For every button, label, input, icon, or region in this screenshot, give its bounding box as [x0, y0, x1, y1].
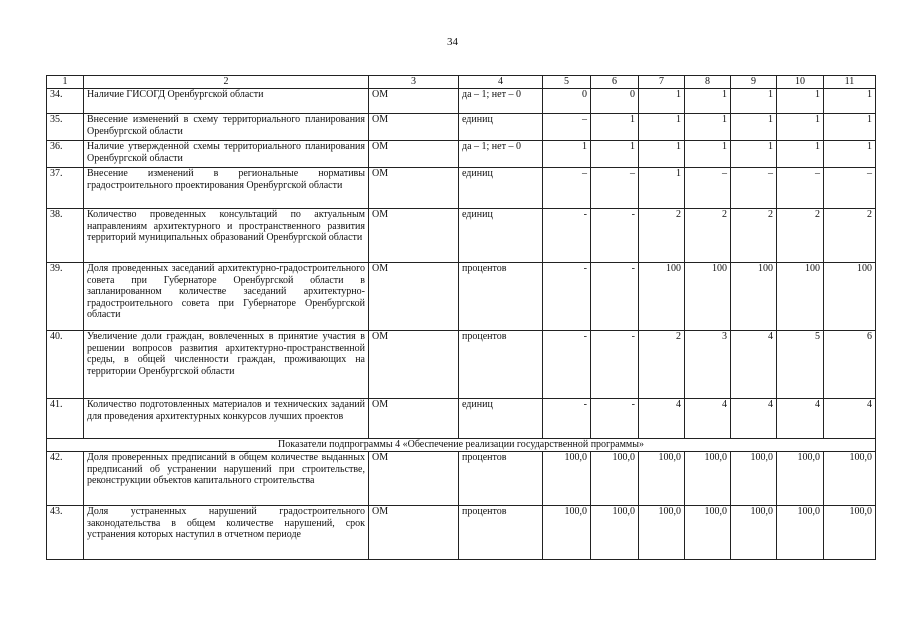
indicator-value: 4	[731, 331, 777, 399]
indicators-table	[46, 75, 876, 560]
indicator-value: 1	[777, 114, 824, 141]
unit-of-measure: единиц	[459, 114, 543, 141]
unit-of-measure: да – 1; нет – 0	[459, 89, 543, 114]
indicator-value: 4	[824, 399, 876, 439]
indicator-value: 1	[824, 114, 876, 141]
indicator-value: 2	[685, 209, 731, 263]
column-header-8: 8	[685, 76, 731, 89]
indicator-name: Доля проверенных предписаний в общем количестве выданных предписаний об устранении нарушений при строительстве, реконструкции объектов капитального строительства	[84, 452, 369, 506]
indicator-value: 1	[777, 141, 824, 168]
indicator-value: –	[591, 168, 639, 209]
indicator-value: 100	[731, 263, 777, 331]
indicator-value: –	[731, 168, 777, 209]
indicator-value: 1	[591, 141, 639, 168]
indicator-name: Внесение изменений в региональные нормативы градостроительного проектирования Оренбургской области	[84, 168, 369, 209]
indicator-name: Доля проведенных заседаний архитектурно-градостроительного совета при Губернаторе Оренбургской области в запланированном количестве заседаний архитектурно-градостроительного совета при Губернаторе Оренбургской области	[84, 263, 369, 331]
column-header-10: 10	[777, 76, 824, 89]
indicator-value: 100,0	[731, 506, 777, 560]
indicator-type: ОМ	[369, 141, 459, 168]
indicator-value: 1	[543, 141, 591, 168]
table-row	[47, 506, 876, 560]
table-row	[47, 263, 876, 331]
table-row	[47, 89, 876, 114]
indicator-value: -	[543, 263, 591, 331]
indicator-value: 100,0	[543, 506, 591, 560]
table-row	[47, 141, 876, 168]
row-number: 39.	[47, 263, 84, 331]
indicator-value: 1	[824, 89, 876, 114]
table-row	[47, 209, 876, 263]
indicator-value: 0	[591, 89, 639, 114]
indicator-value: 1	[639, 114, 685, 141]
indicator-value: 2	[824, 209, 876, 263]
indicator-value: 100,0	[685, 506, 731, 560]
indicator-type: ОМ	[369, 263, 459, 331]
indicator-type: ОМ	[369, 209, 459, 263]
indicator-value: 100,0	[591, 452, 639, 506]
indicator-type: ОМ	[369, 506, 459, 560]
indicator-value: 1	[639, 141, 685, 168]
indicator-value: 100,0	[731, 452, 777, 506]
indicator-value: 1	[777, 89, 824, 114]
indicator-value: -	[591, 209, 639, 263]
unit-of-measure: единиц	[459, 399, 543, 439]
indicator-value: –	[824, 168, 876, 209]
row-number: 40.	[47, 331, 84, 399]
indicator-value: 100,0	[591, 506, 639, 560]
indicator-value: 100,0	[543, 452, 591, 506]
indicator-name: Наличие утвержденной схемы территориального планирования Оренбургской области	[84, 141, 369, 168]
section-row	[47, 439, 876, 452]
table-row	[47, 114, 876, 141]
unit-of-measure: процентов	[459, 331, 543, 399]
indicator-value: –	[543, 168, 591, 209]
table-row	[47, 452, 876, 506]
indicator-name: Внесение изменений в схему территориального планирования Оренбургской области	[84, 114, 369, 141]
indicator-type: ОМ	[369, 399, 459, 439]
indicator-type: ОМ	[369, 89, 459, 114]
row-number: 35.	[47, 114, 84, 141]
column-header-6: 6	[591, 76, 639, 89]
column-header-11: 11	[824, 76, 876, 89]
indicator-value: 2	[639, 209, 685, 263]
unit-of-measure: процентов	[459, 263, 543, 331]
row-number: 38.	[47, 209, 84, 263]
indicator-value: 1	[639, 168, 685, 209]
row-number: 34.	[47, 89, 84, 114]
indicator-value: 1	[685, 114, 731, 141]
indicator-value: 100	[639, 263, 685, 331]
row-number: 41.	[47, 399, 84, 439]
indicator-type: ОМ	[369, 114, 459, 141]
indicator-name: Доля устраненных нарушений градостроительного законодательства в общем количестве нарушений, срок устранения которых наступил в отчетном периоде	[84, 506, 369, 560]
table-header-row	[47, 76, 876, 89]
indicator-type: ОМ	[369, 331, 459, 399]
indicator-name: Количество проведенных консультаций по актуальным направлениям архитектурного и пространственного развития территорий муниципальных образований Оренбургской области	[84, 209, 369, 263]
indicator-value: -	[591, 399, 639, 439]
column-header-2: 2	[84, 76, 369, 89]
indicator-value: 6	[824, 331, 876, 399]
unit-of-measure: да – 1; нет – 0	[459, 141, 543, 168]
indicator-value: 1	[731, 114, 777, 141]
indicator-value: 100	[685, 263, 731, 331]
indicator-value: 100,0	[824, 452, 876, 506]
indicator-value: 100	[824, 263, 876, 331]
indicator-value: -	[591, 263, 639, 331]
column-header-5: 5	[543, 76, 591, 89]
indicator-name: Увеличение доли граждан, вовлеченных в принятие участия в решении вопросов развития архитектурно-пространственной среды, в общей численности граждан, проживающих на территории Оренбургской области	[84, 331, 369, 399]
column-header-3: 3	[369, 76, 459, 89]
indicator-value: 4	[777, 399, 824, 439]
indicator-value: 1	[685, 89, 731, 114]
unit-of-measure: процентов	[459, 506, 543, 560]
indicator-value: 2	[731, 209, 777, 263]
unit-of-measure: процентов	[459, 452, 543, 506]
indicator-value: 4	[685, 399, 731, 439]
row-number: 36.	[47, 141, 84, 168]
indicator-value: 1	[731, 89, 777, 114]
indicator-value: 100	[777, 263, 824, 331]
indicator-value: 0	[543, 89, 591, 114]
indicator-value: 3	[685, 331, 731, 399]
indicator-value: –	[543, 114, 591, 141]
section-title: Показатели подпрограммы 4 «Обеспечение реализации государственной программы»	[47, 439, 876, 452]
unit-of-measure: единиц	[459, 168, 543, 209]
row-number: 42.	[47, 452, 84, 506]
indicator-type: ОМ	[369, 452, 459, 506]
indicator-value: 2	[639, 331, 685, 399]
indicator-value: -	[543, 331, 591, 399]
indicator-value: -	[543, 209, 591, 263]
indicator-value: 100,0	[685, 452, 731, 506]
indicator-value: 1	[824, 141, 876, 168]
indicator-type: ОМ	[369, 168, 459, 209]
indicator-name: Наличие ГИСОГД Оренбургской области	[84, 89, 369, 114]
indicator-name: Количество подготовленных материалов и технических заданий для проведения архитектурных конкурсов лучших проектов	[84, 399, 369, 439]
indicator-value: 100,0	[824, 506, 876, 560]
indicator-value: –	[777, 168, 824, 209]
indicator-value: 4	[731, 399, 777, 439]
indicator-value: 100,0	[777, 506, 824, 560]
indicator-value: 1	[639, 89, 685, 114]
indicator-value: 5	[777, 331, 824, 399]
indicator-value: 1	[591, 114, 639, 141]
indicator-value: 1	[731, 141, 777, 168]
table-row	[47, 399, 876, 439]
indicator-value: 2	[777, 209, 824, 263]
indicator-value: –	[685, 168, 731, 209]
indicator-value: -	[591, 331, 639, 399]
indicator-value: 100,0	[639, 452, 685, 506]
indicator-value: 1	[685, 141, 731, 168]
indicator-value: 100,0	[639, 506, 685, 560]
unit-of-measure: единиц	[459, 209, 543, 263]
row-number: 37.	[47, 168, 84, 209]
indicator-value: -	[543, 399, 591, 439]
row-number: 43.	[47, 506, 84, 560]
indicator-value: 4	[639, 399, 685, 439]
indicator-value: 100,0	[777, 452, 824, 506]
column-header-9: 9	[731, 76, 777, 89]
table-row	[47, 168, 876, 209]
column-header-1: 1	[47, 76, 84, 89]
column-header-7: 7	[639, 76, 685, 89]
table-row	[47, 331, 876, 399]
column-header-4: 4	[459, 76, 543, 89]
page-number: 34	[447, 36, 458, 48]
